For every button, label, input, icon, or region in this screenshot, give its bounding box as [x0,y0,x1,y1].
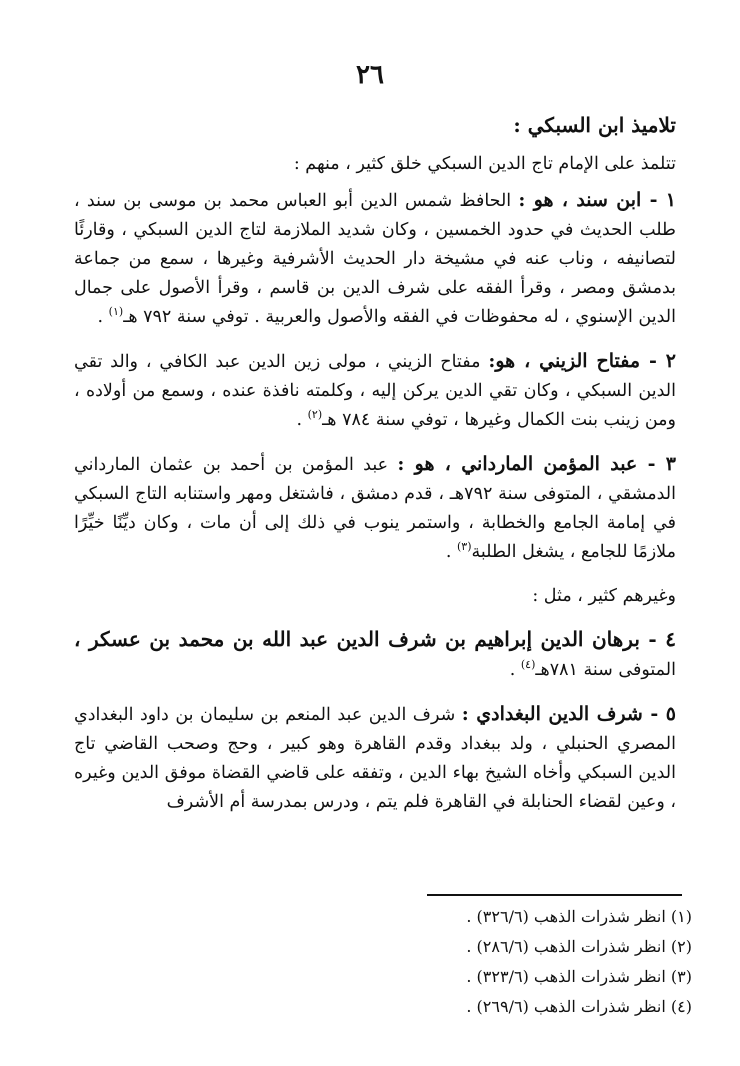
footnote-3: (٣) انظر شذرات الذهب (٣٢٣/٦) . [466,967,692,986]
entry-text: عبد المؤمن بن أحمد بن عثمان المارداني الدمشقي ، المتوفى سنة ٧٩٢هـ ، قدم دمشق ، فاشتغل ومهر واستنابه التاج السبكي في إمامة الجامع والخطابة ، واستمر ينوب في ذلك إلى أن مات ، وكان ديِّنًا خيِّرًا ملازمًا للجامع ، يشغل الطلبة [74,455,676,562]
entry-sharaf-al-din-al-baghdadi [74,700,676,817]
footnote-ref: (٣) [456,540,472,554]
others-paragraph: وغيرهم كثير ، مثل : [532,586,676,606]
entry-text: الحافظ شمس الدين أبو العباس محمد بن موسى بن سند ، طلب الحديث في حدود الخمسين ، وكان شديد الملازمة لتاج الدين السبكي ، وقارئًا لتصانيفه ، وناب عنه في مشيخة دار الحديث الأشرفية وغيرها ، سمع من جماعة بدمشق ومصر ، وقرأ الفقه على شرف الدين بن قاسم ، وقرأ الأصول على جمال الدين الإسنوي ، له محفوظات في الفقه والأصول والعربية . توفي سنة ٧٩٢ هـ [74,191,676,327]
entry-heading: ٤ - برهان الدين إبراهيم بن شرف الدين عبد الله بن محمد بن عسكر ، [74,627,676,651]
section-heading: تلاميذ ابن السبكي : [513,113,676,137]
footnote-separator [427,894,682,896]
footnote-2: (٢) انظر شذرات الذهب (٢٨٦/٦) . [466,937,692,956]
entry-text: المتوفى سنة ٧٨١هـ [535,660,676,680]
entry-ibn-sanad [74,186,676,332]
entry-miftah-al-zayni [74,347,676,435]
footnote-ref: (١) [108,305,124,319]
footnotes [272,902,692,1022]
entry-heading: ٥ - شرف الدين البغدادي : [461,703,676,725]
entry-text: شرف الدين عبد المنعم بن سليمان بن داود البغدادي المصري الحنبلي ، ولد ببغداد وقدم القاهرة وهو كبير ، وحج وصحب القاضي تاج الدين السبكي وأخاه الشيخ بهاء الدين ، وتفقه على قاضي القضاة موفق الدين وغيره ، وعين لقضاء الحنابلة في القاهرة فلم يتم ، ودرس بمدرسة أم الأشرف [74,705,676,812]
footnote-ref: (٤) [520,658,536,672]
entry-end: . [97,307,109,327]
entry-heading: ٢ - مفتاح الزيني ، هو: [488,350,676,372]
entry-text: مفتاح الزيني ، مولى زين الدين عبد الكافي ، والد تقي الدين السبكي ، وكان تقي الدين يركن إليه ، وكلمته نافذة عنده ، وسمع من أولاده ، ومن زينب بنت الكمال وغيرها ، توفي سنة ٧٨٤ هـ [74,352,676,430]
page-number: ٢٦ [356,60,384,90]
entry-heading: ٣ - عبد المؤمن المارداني ، هو : [397,453,676,475]
footnote-1: (١) انظر شذرات الذهب (٣٢٦/٦) . [466,907,692,926]
entry-end: . [296,410,308,430]
entry-burhan-al-din [74,625,676,685]
entry-end: . [509,660,521,680]
entry-abd-al-mumin [74,450,676,567]
entry-end: . [445,542,457,562]
page-body [74,108,676,832]
entry-heading: ١ - ابن سند ، هو : [518,189,676,211]
intro-paragraph: تتلمذ على الإمام تاج الدين السبكي خلق كثير ، منهم : [293,154,676,174]
footnote-ref: (٢) [307,408,323,422]
footnote-4: (٤) انظر شذرات الذهب (٢٦٩/٦) . [466,997,692,1016]
